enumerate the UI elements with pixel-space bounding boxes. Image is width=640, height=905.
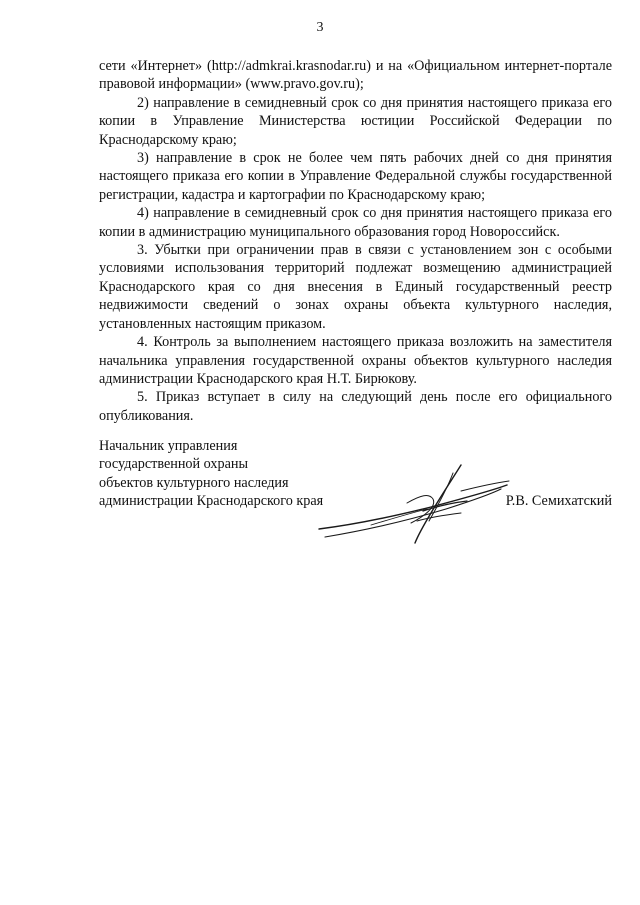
paragraph-entry-into-force: 5. Приказ вступает в силу на следующий день после его официального опубликования. <box>99 389 612 424</box>
signer-title <box>99 437 323 511</box>
paragraph-ministry-justice: 2) направление в семидневный срок со дня принятия настоящего приказа его копии в Управление Министерства юстиции Российской Федерации по Краснодарскому краю; <box>99 94 612 148</box>
document-body <box>99 57 612 425</box>
signer-title-line: администрации Краснодарского края <box>99 493 324 510</box>
signer-title-line: государственной охраны <box>99 456 249 473</box>
signer-title-line: Начальник управления <box>99 438 238 454</box>
signature-block <box>99 437 612 547</box>
paragraph-novorossiysk: 4) направление в семидневный срок со дня принятия настоящего приказа его копии в администрацию муниципального образования город Новороссийск. <box>99 205 612 240</box>
paragraph-internet-publication: сети «Интернет» (http://admkrai.krasnodar.ru) и на «Официальном интернет-портале правовой информации» (www.pravo.gov.ru); <box>99 58 612 93</box>
handwritten-signature <box>311 451 511 547</box>
paragraph-losses: 3. Убытки при ограничении прав в связи с установлением зон с особыми условиями использования территорий подлежат возмещению администрацией Краснодарского края со дня внесения в Единый государственный реестр недвижимости сведений о зонах охраны объекта культурного наследия, установленных настоящим приказом. <box>99 242 612 332</box>
paragraph-control: 4. Контроль за выполнением настоящего приказа возложить на заместителя начальника управления государственной охраны объектов культурного наследия администрации Краснодарского края Н.Т. Бирюкову. <box>99 334 612 387</box>
signer-title-line: объектов культурного наследия <box>99 474 289 491</box>
page-number: 3 <box>316 20 324 35</box>
signer-name: Р.В. Семихатский <box>505 493 612 509</box>
paragraph-federal-registration: 3) направление в срок не более чем пять рабочих дней со дня принятия настоящего приказа его копии в Управление Федеральной службы государственной регистрации, кадастра и картографии по Краснодарскому краю; <box>99 150 612 203</box>
